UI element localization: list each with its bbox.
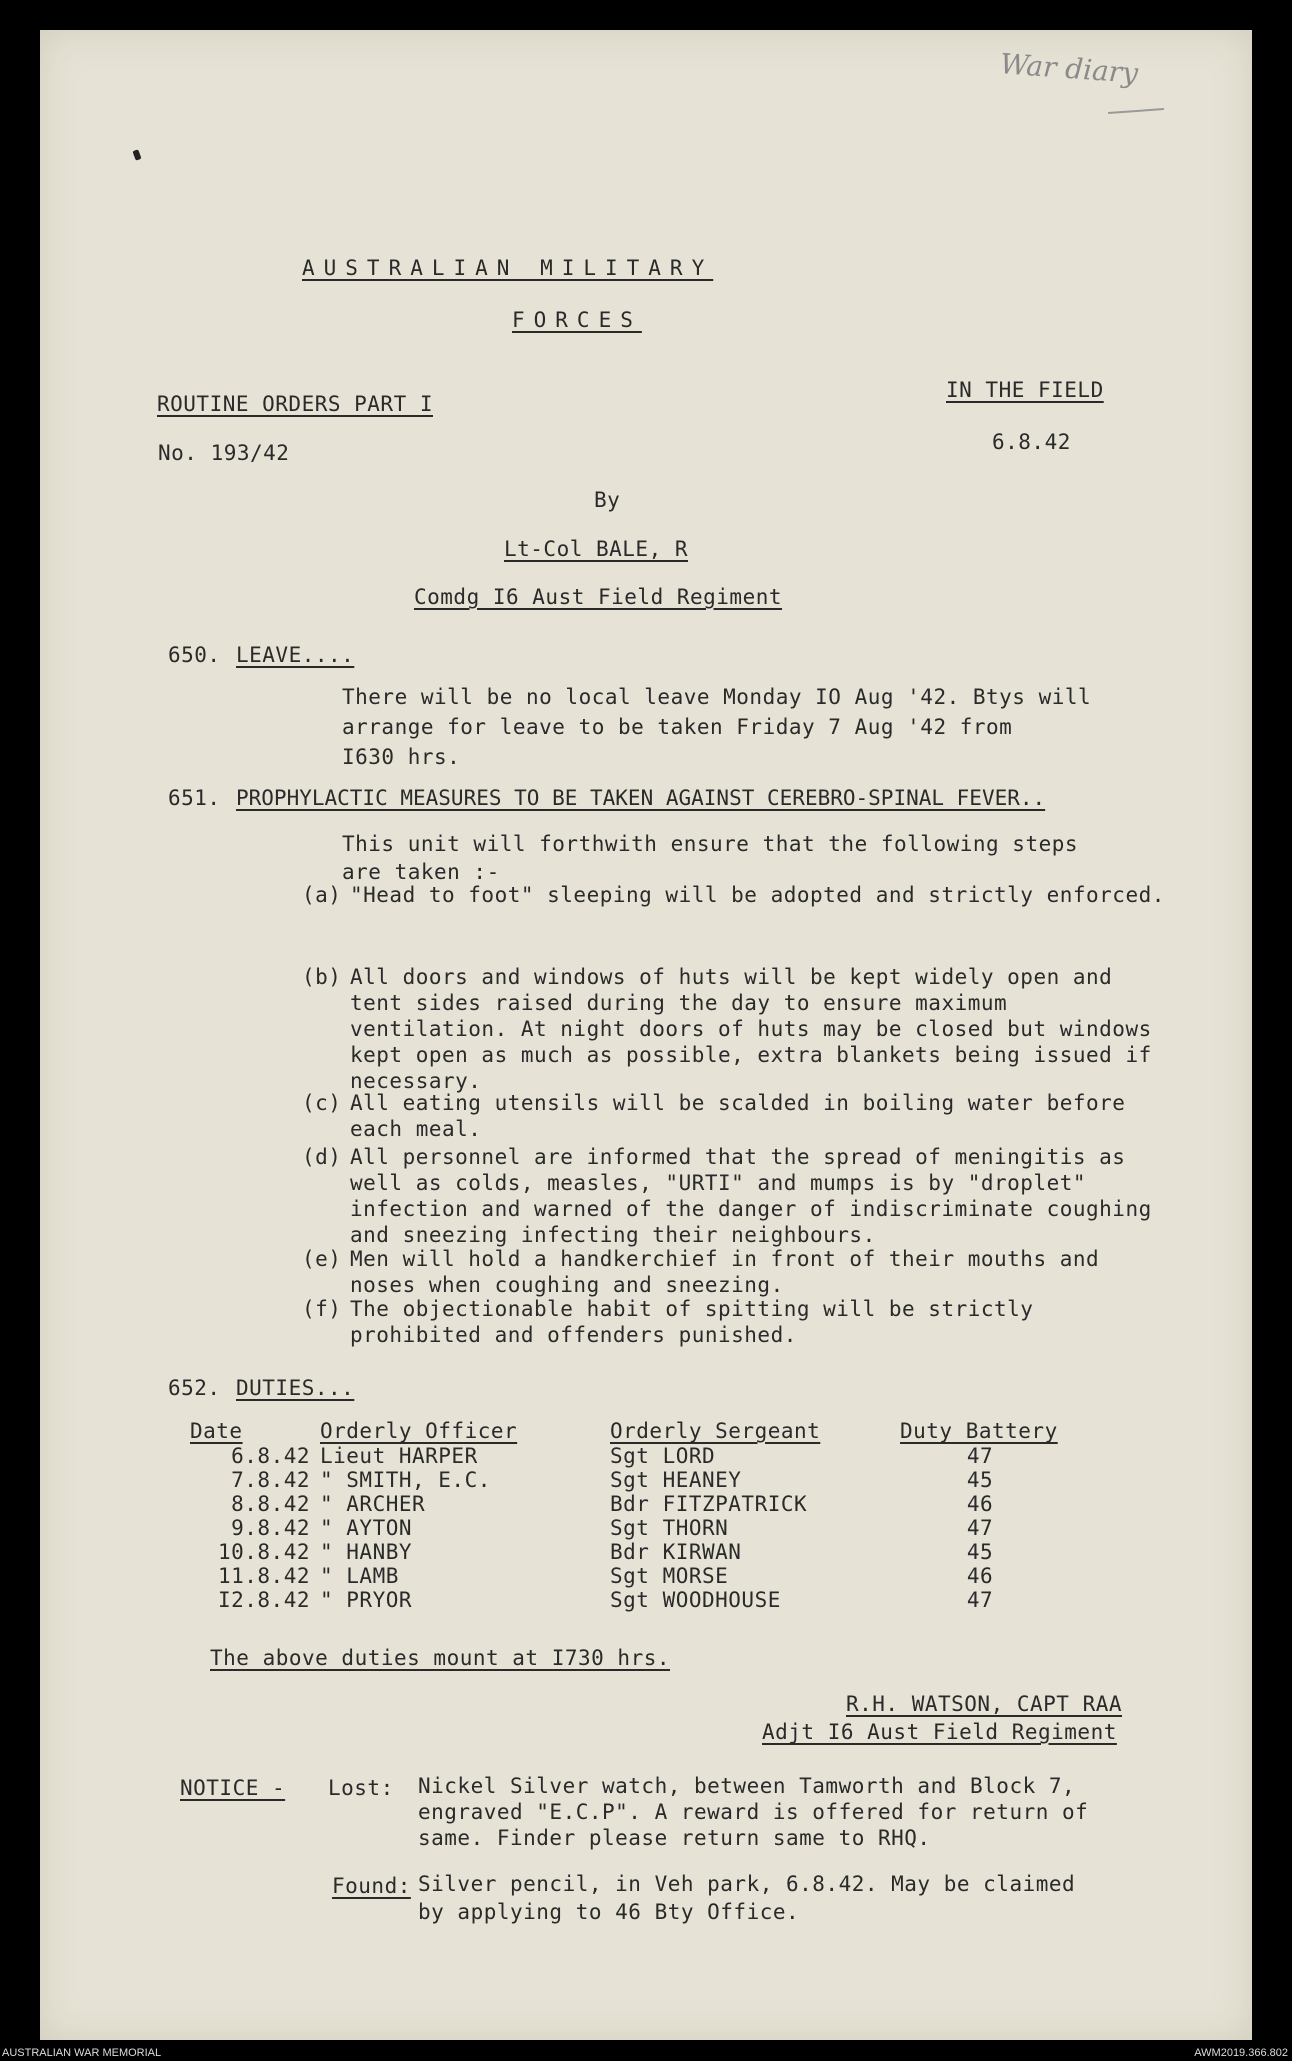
leave-heading: LEAVE.... [236,643,355,667]
item-text: All doors and windows of huts will be kept widely open and tent sides raised during the day to ensure maximum ventilation. At night doors of huts may be closed but windows kept open as much as possible, extra blankets being issued if necessary. [350,965,1152,1093]
cell-date: 8.8.42 [231,1492,310,1516]
cell-officer: " PRYOR [320,1588,413,1612]
cell-date: 9.8.42 [231,1516,310,1540]
item-text: Men will hold a handkerchief in front of their mouths and noses when coughing and sneezing. [350,1247,1100,1297]
duties-note: The above duties mount at I730 hrs. [210,1646,671,1670]
leave-body: There will be no local leave Monday IO Aug '42. Btys will arrange for leave to be taken Friday 7 Aug '42 from I630 hrs. [342,685,1092,769]
order-date: 6.8.42 [992,430,1071,454]
found-label: Found: [332,1874,411,1898]
lost-text: Nickel Silver watch, between Tamworth and Block 7, engraved "E.C.P". A reward is offered for return of same. Finder please return same to RHQ. [418,1774,1089,1850]
col-sergeant: Orderly Sergeant [610,1419,821,1443]
table-row [190,1516,1060,1540]
cell-officer: " HANBY [320,1540,413,1564]
item-text: All eating utensils will be scalded in boiling water before each meal. [350,1091,1126,1141]
cell-officer: " ARCHER [320,1492,426,1516]
notice-label: NOTICE - [180,1776,286,1800]
cell-battery: 46 [966,1492,994,1516]
item-label: (d) [302,1145,342,1169]
cell-sergeant: Bdr KIRWAN [610,1540,742,1564]
cell-battery: 47 [966,1444,994,1468]
handwritten-note: War diary [999,47,1140,90]
cell-battery: 47 [966,1516,994,1540]
prophylactic-intro: This unit will forthwith ensure that the following steps are taken :- [342,832,1079,884]
signature-name: R.H. WATSON, CAPT RAA [846,1692,1123,1716]
col-date: Date [190,1419,243,1443]
cell-date: 7.8.42 [231,1468,310,1492]
table-row [190,1564,1060,1588]
cell-sergeant: Bdr FITZPATRICK [610,1492,808,1516]
cell-officer: " AYTON [320,1516,413,1540]
table-row [190,1468,1060,1492]
command-line: Comdg I6 Aust Field Regiment [414,585,783,609]
cell-officer: " SMITH, E.C. [320,1468,491,1492]
cell-sergeant: Sgt LORD [610,1444,716,1468]
table-row [190,1588,1060,1612]
duties-number: 652. [168,1376,221,1400]
item-text: "Head to foot" sleeping will be adopted and strictly enforced. [350,883,1165,907]
duties-table [190,1418,1060,1612]
cell-sergeant: Sgt THORN [610,1516,729,1540]
officer-name: Lt-Col BALE, R [504,537,689,561]
title-line2: FORCES [512,308,642,332]
item-text: The objectionable habit of spitting will be strictly prohibited and offenders punished. [350,1297,1034,1347]
orders-number: No. 193/42 [158,441,290,465]
item-label: (f) [302,1297,342,1321]
prophylactic-heading: PROPHYLACTIC MEASURES TO BE TAKEN AGAINST CEREBRO-SPINAL FEVER.. [236,786,1046,810]
cell-date: 10.8.42 [217,1540,310,1564]
by-line: By [594,488,621,512]
cell-battery: 47 [966,1588,994,1612]
title-line1: AUSTRALIAN MILITARY [302,256,714,280]
lost-label: Lost: [328,1776,394,1800]
duties-heading: DUTIES... [236,1376,355,1400]
footer-right: AWM2019.366.802 [1194,2047,1288,2059]
item-label: (b) [302,965,342,989]
cell-sergeant: Sgt MORSE [610,1564,729,1588]
footer-left: AUSTRALIAN WAR MEMORIAL [2,2047,162,2059]
location: IN THE FIELD [946,378,1104,402]
table-row [190,1444,1060,1468]
item-label: (a) [302,883,342,907]
cell-officer: " LAMB [320,1564,399,1588]
cell-battery: 46 [966,1564,994,1588]
leave-number: 650. [168,643,221,667]
cell-date: 11.8.42 [217,1564,310,1588]
item-label: (e) [302,1247,342,1271]
cell-date: I2.8.42 [217,1588,310,1612]
cell-officer: Lieut HARPER [320,1444,478,1468]
orders-label: ROUTINE ORDERS PART I [157,392,434,416]
cell-date: 6.8.42 [231,1444,310,1468]
col-officer: Orderly Officer [320,1419,518,1443]
cell-sergeant: Sgt HEANEY [610,1468,742,1492]
found-text: Silver pencil, in Veh park, 6.8.42. May be claimed by applying to 46 Bty Office. [418,1872,1076,1924]
cell-battery: 45 [966,1468,994,1492]
table-row [190,1492,1060,1516]
table-header-row [190,1418,1060,1444]
cell-battery: 45 [966,1540,994,1564]
cell-sergeant: Sgt WOODHOUSE [610,1588,781,1612]
item-label: (c) [302,1091,342,1115]
col-battery: Duty Battery [900,1419,1058,1443]
prophylactic-number: 651. [168,786,221,810]
item-text: All personnel are informed that the spread of meningitis as well as colds, measles, "URTI" and mumps is by "droplet" infection and warned of the danger of indiscriminate coughing and sneezing infecting their neighbours. [350,1145,1152,1247]
signature-title: Adjt I6 Aust Field Regiment [762,1720,1117,1744]
table-row [190,1540,1060,1564]
